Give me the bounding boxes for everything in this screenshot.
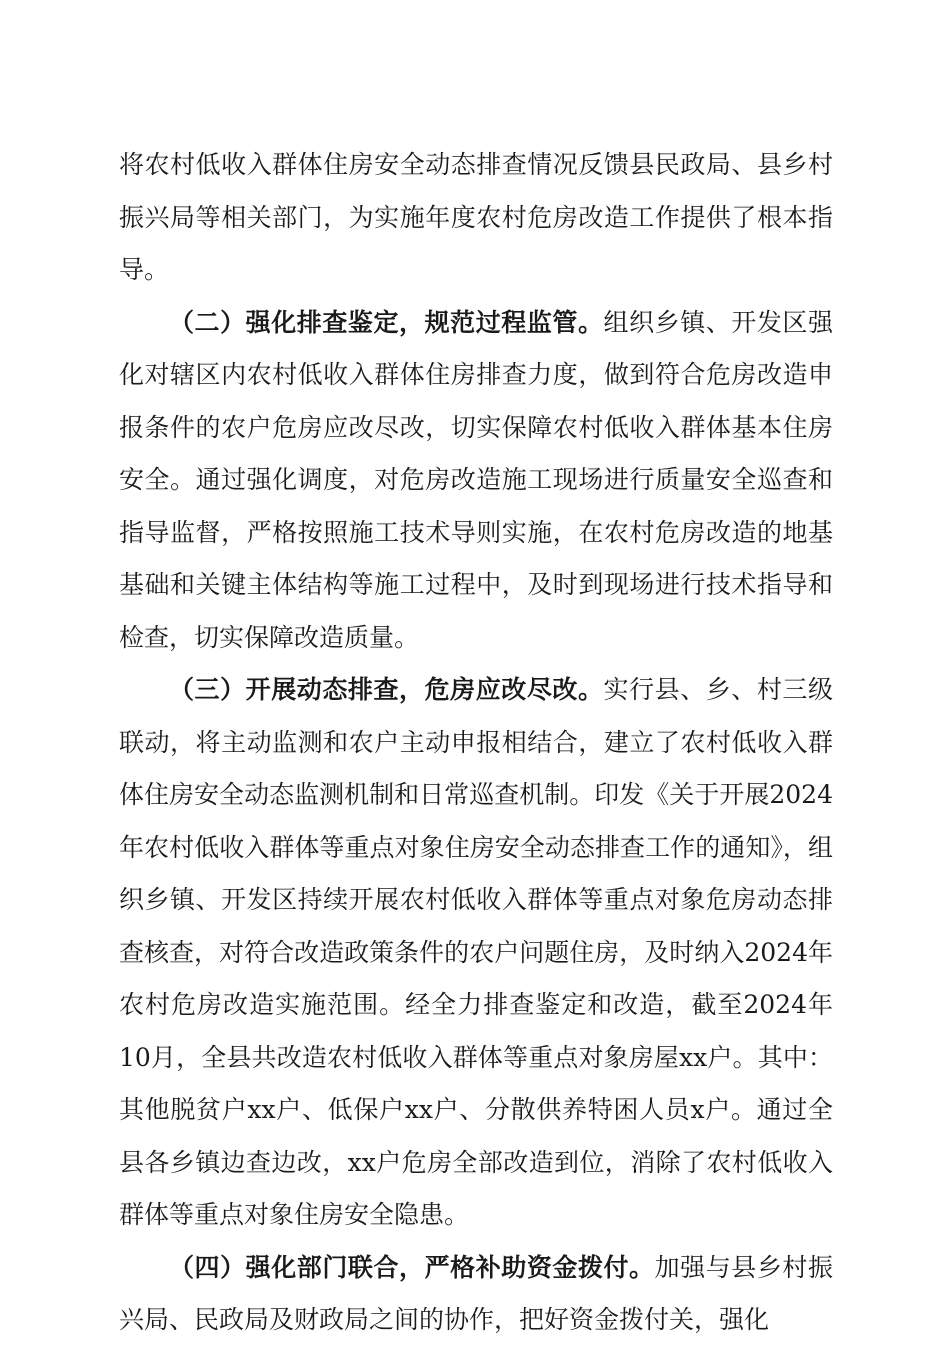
paragraph-section-3 xyxy=(119,664,833,1242)
paragraph-section-2 xyxy=(119,297,833,665)
paragraph-section-4 xyxy=(119,1242,833,1347)
section-heading: （四）强化部门联合，严格补助资金拨付。 xyxy=(169,1252,655,1282)
paragraph-body: 实行县、乡、村三级联动，将主动监测和农户主动申报相结合，建立了农村低收入群体住房安全动态监测机制和日常巡查机制。印发《关于开展2024年农村低收入群体等重点对象住房安全动态排查工作的通知》，组织乡镇、开发区持续开展农村低收入群体等重点对象危房动态排查核查，对符合改造政策条件的农户问题住房，及时纳入2024年农村危房改造实施范围。经全力排查鉴定和改造，截至2024年10月，全县共改造农村低收入群体等重点对象房屋xx户。其中：其他脱贫户xx户、低保户xx户、分散供养特困人员x户。通过全县各乡镇边查边改，xx户危房全部改造到位，消除了农村低收入群体等重点对象住房安全隐患。 xyxy=(119,675,833,1229)
section-heading: （三）开展动态排查，危房应改尽改。 xyxy=(169,675,604,704)
paragraph-body: 组织乡镇、开发区强化对辖区内农村低收入群体住房排查力度，做到符合危房改造申报条件的农户危房应改尽改，切实保障农村低收入群体基本住房安全。通过强化调度，对危房改造施工现场进行质量安全巡查和指导监督，严格按照施工技术导则实施，在农村危房改造的地基基础和关键主体结构等施工过程中，及时到现场进行技术指导和检查，切实保障改造质量。 xyxy=(119,307,833,652)
paragraph-body: 加强与县乡村振兴局、民政局及财政局之间的协作，把好资金拨付关，强化 xyxy=(119,1252,833,1334)
paragraph-continuation xyxy=(119,139,833,297)
section-heading: （二）强化排查鉴定，规范过程监管。 xyxy=(169,307,604,337)
paragraph-body: 将农村低收入群体住房安全动态排查情况反馈县民政局、县乡村振兴局等相关部门，为实施年度农村危房改造工作提供了根本指导。 xyxy=(119,150,833,284)
document-body xyxy=(119,139,833,1347)
